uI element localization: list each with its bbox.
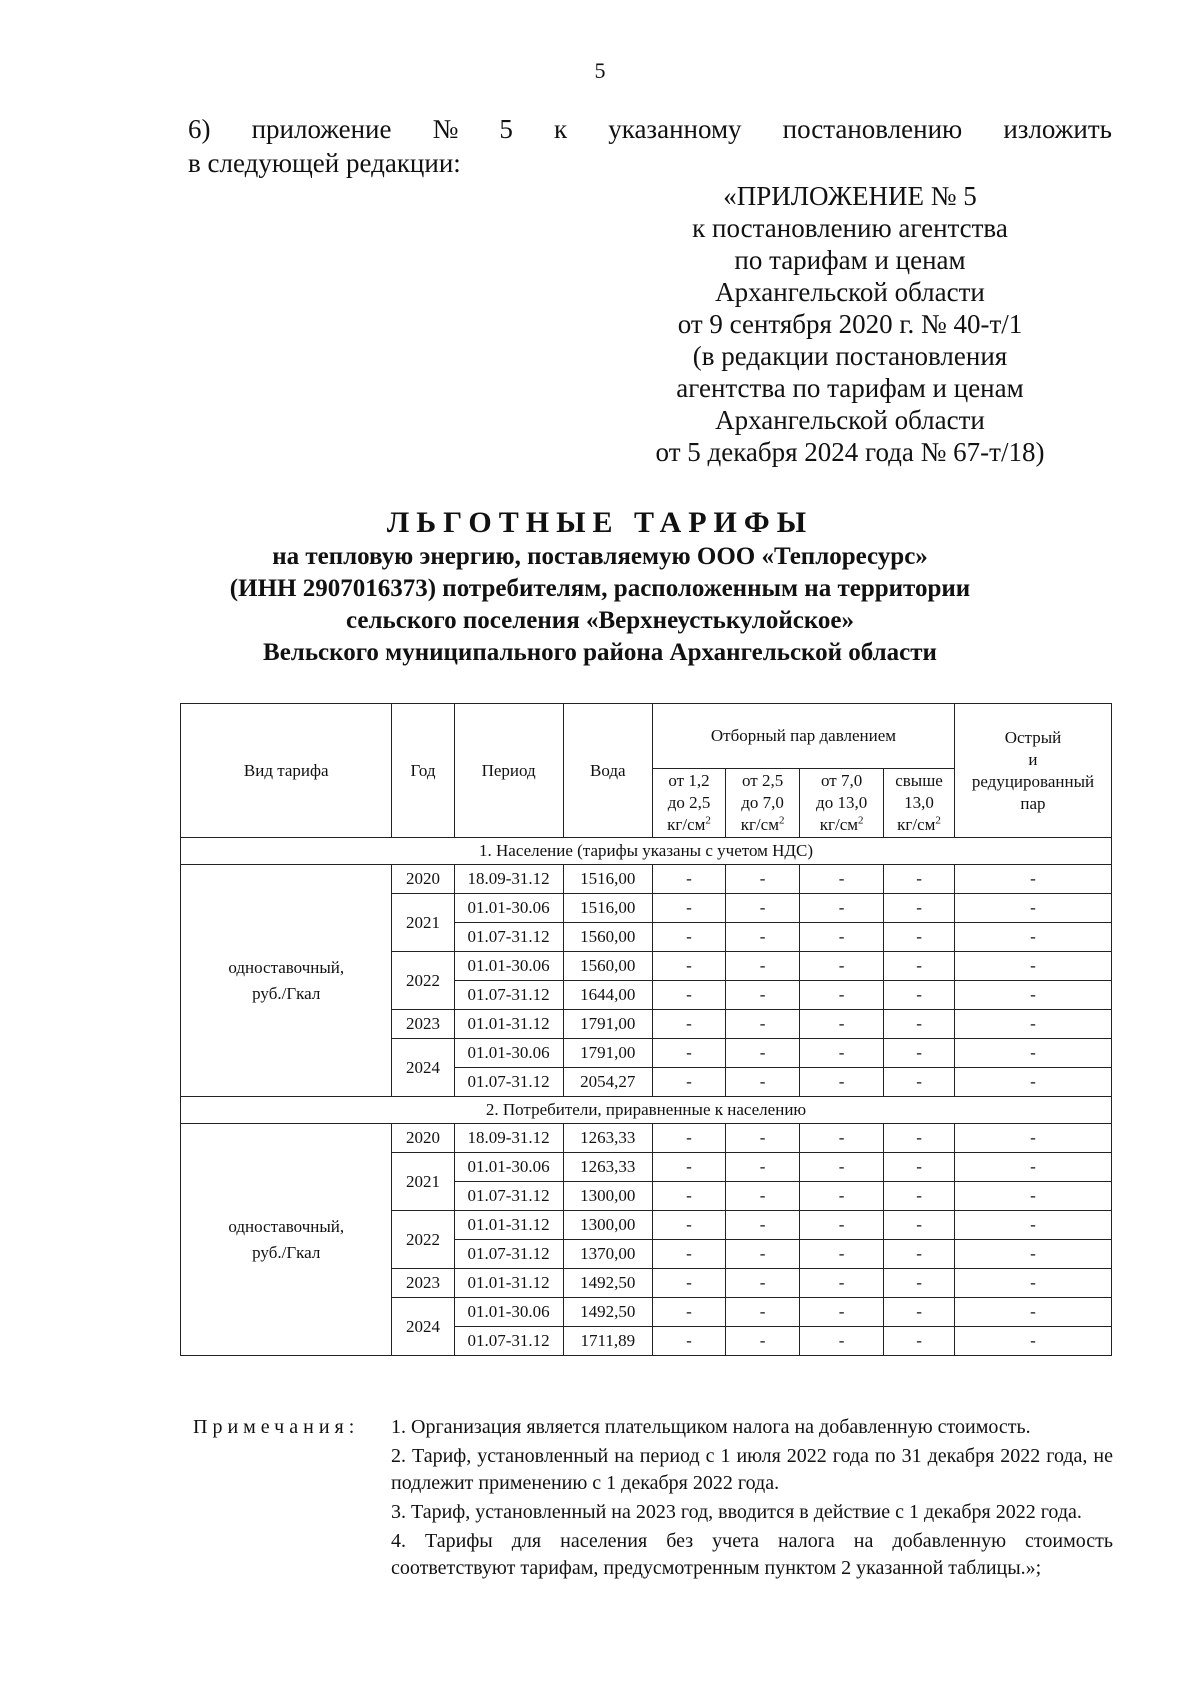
empty-value-cell: - <box>800 952 884 981</box>
empty-value-cell: - <box>954 894 1111 923</box>
year-cell: 2021 <box>392 894 454 952</box>
section-row <box>181 1097 1112 1124</box>
empty-value-cell: - <box>954 1240 1111 1269</box>
year-cell: 2022 <box>392 1211 454 1269</box>
empty-value-cell: - <box>954 1039 1111 1068</box>
water-value-cell: 1560,00 <box>563 952 652 981</box>
empty-value-cell: - <box>726 865 800 894</box>
empty-value-cell: - <box>800 1068 884 1097</box>
period-cell: 01.07-31.12 <box>454 1182 563 1211</box>
empty-value-cell: - <box>653 1240 726 1269</box>
period-cell: 01.07-31.12 <box>454 981 563 1010</box>
empty-value-cell: - <box>726 1068 800 1097</box>
empty-value-cell: - <box>726 981 800 1010</box>
period-cell: 01.01-30.06 <box>454 1298 563 1327</box>
empty-value-cell: - <box>653 1153 726 1182</box>
header-tariff-type: Вид тарифа <box>181 704 392 838</box>
empty-value-cell: - <box>800 1269 884 1298</box>
empty-value-cell: - <box>800 1240 884 1269</box>
appendix-line: (в редакции постановления <box>692 341 1008 371</box>
empty-value-cell: - <box>653 1211 726 1240</box>
empty-value-cell: - <box>954 923 1111 952</box>
empty-value-cell: - <box>884 1240 955 1269</box>
intro-word: постановлению <box>782 114 963 144</box>
water-value-cell: 1791,00 <box>563 1010 652 1039</box>
empty-value-cell: - <box>954 1327 1111 1356</box>
water-value-cell: 1263,33 <box>563 1124 652 1153</box>
water-value-cell: 1263,33 <box>563 1153 652 1182</box>
empty-value-cell: - <box>884 1039 955 1068</box>
year-cell: 2024 <box>392 1039 454 1097</box>
empty-value-cell: - <box>800 894 884 923</box>
period-cell: 01.07-31.12 <box>454 923 563 952</box>
empty-value-cell: - <box>800 1124 884 1153</box>
empty-value-cell: - <box>653 952 726 981</box>
year-cell: 2022 <box>392 952 454 1010</box>
empty-value-cell: - <box>884 1269 955 1298</box>
header-steam-group: Отборный пар давлением <box>653 704 955 769</box>
empty-value-cell: - <box>800 1327 884 1356</box>
empty-value-cell: - <box>726 1039 800 1068</box>
empty-value-cell: - <box>884 1211 955 1240</box>
title-sub-line: (ИНН 2907016373) потребителям, расположенным на территории <box>229 575 971 602</box>
empty-value-cell: - <box>726 952 800 981</box>
empty-value-cell: - <box>800 981 884 1010</box>
note-item: 3. Тариф, установленный на 2023 год, вводится в действие с 1 декабря 2022 года. <box>391 1501 1082 1523</box>
year-cell: 2020 <box>392 865 454 894</box>
water-value-cell: 1516,00 <box>563 865 652 894</box>
tariff-type-cell: одноставочный, руб./Гкал <box>181 865 392 1097</box>
section-title: 1. Население (тарифы указаны с учетом НДС) <box>181 838 1112 865</box>
intro-word: изложить <box>1003 114 1112 144</box>
empty-value-cell: - <box>726 894 800 923</box>
notes-label: Примечания: <box>193 1416 360 1438</box>
empty-value-cell: - <box>884 1068 955 1097</box>
empty-value-cell: - <box>800 1298 884 1327</box>
header-sharp-steam: Острый и редуцированный пар <box>954 704 1111 838</box>
period-cell: 01.07-31.12 <box>454 1068 563 1097</box>
period-cell: 01.01-30.06 <box>454 894 563 923</box>
title-sub-line: на тепловую энергию, поставляемую ООО «Теплоресурс» <box>272 543 928 570</box>
empty-value-cell: - <box>653 1068 726 1097</box>
empty-value-cell: - <box>884 981 955 1010</box>
intro-word: 6) <box>188 114 211 144</box>
empty-value-cell: - <box>726 1010 800 1039</box>
empty-value-cell: - <box>653 1327 726 1356</box>
empty-value-cell: - <box>800 1182 884 1211</box>
empty-value-cell: - <box>884 1153 955 1182</box>
period-cell: 01.01-30.06 <box>454 1039 563 1068</box>
title-sub-line: Вельского муниципального района Архангельской области <box>263 639 937 666</box>
appendix-line: от 5 декабря 2024 года № 67-т/18) <box>655 437 1045 467</box>
header-steam-col: от 1,2 до 2,5 $кг/см^2$ <box>653 769 726 838</box>
water-value-cell: 1516,00 <box>563 894 652 923</box>
empty-value-cell: - <box>954 1211 1111 1240</box>
header-period: Период <box>454 704 563 838</box>
empty-value-cell: - <box>954 981 1111 1010</box>
empty-value-cell: - <box>884 894 955 923</box>
empty-value-cell: - <box>653 1298 726 1327</box>
header-steam-col: от 7,0 до 13,0 $кг/см^2$ <box>800 769 884 838</box>
title-main: ЛЬГОТНЫЕ ТАРИФЫ <box>386 506 814 539</box>
period-cell: 18.09-31.12 <box>454 1124 563 1153</box>
header-year: Год <box>392 704 454 838</box>
empty-value-cell: - <box>726 1269 800 1298</box>
empty-value-cell: - <box>726 923 800 952</box>
empty-value-cell: - <box>954 1182 1111 1211</box>
title-sub-line: сельского поселения «Верхнеустькулойское» <box>345 607 854 634</box>
empty-value-cell: - <box>726 1240 800 1269</box>
empty-value-cell: - <box>884 952 955 981</box>
empty-value-cell: - <box>884 1182 955 1211</box>
water-value-cell: 1300,00 <box>563 1211 652 1240</box>
empty-value-cell: - <box>653 923 726 952</box>
empty-value-cell: - <box>800 923 884 952</box>
note-item: 1. Организация является плательщиком налога на добавленную стоимость. <box>391 1416 1031 1438</box>
intro-line-1 <box>188 112 1112 146</box>
empty-value-cell: - <box>954 1153 1111 1182</box>
year-cell: 2023 <box>392 1010 454 1039</box>
intro-paragraph <box>188 112 1112 180</box>
note-item: 2. Тариф, установленный на период с 1 июля 2022 года по 31 декабря 2022 года, не подлежит применению с 1 декабря 2022 года. <box>391 1445 1113 1494</box>
period-cell: 01.01-30.06 <box>454 952 563 981</box>
page-number: 5 <box>594 58 606 83</box>
empty-value-cell: - <box>884 923 955 952</box>
empty-value-cell: - <box>800 1153 884 1182</box>
year-cell: 2023 <box>392 1269 454 1298</box>
appendix-line: Архангельской области <box>715 405 985 435</box>
intro-word: № <box>432 114 459 144</box>
empty-value-cell: - <box>726 1124 800 1153</box>
period-cell: 01.01-31.12 <box>454 1211 563 1240</box>
water-value-cell: 1492,50 <box>563 1269 652 1298</box>
empty-value-cell: - <box>800 1211 884 1240</box>
intro-word: указанному <box>608 114 742 144</box>
appendix-line: Архангельской области <box>715 277 985 307</box>
empty-value-cell: - <box>653 1269 726 1298</box>
tariff-type-cell: одноставочный, руб./Гкал <box>181 1124 392 1356</box>
section-row <box>181 838 1112 865</box>
empty-value-cell: - <box>653 865 726 894</box>
tariff-table <box>180 703 1112 1356</box>
empty-value-cell: - <box>884 1327 955 1356</box>
appendix-header <box>600 180 1100 468</box>
intro-line-2: в следующей редакции: <box>188 148 461 178</box>
period-cell: 01.01-31.12 <box>454 1269 563 1298</box>
empty-value-cell: - <box>726 1182 800 1211</box>
empty-value-cell: - <box>954 1269 1111 1298</box>
table-row <box>181 1124 1112 1153</box>
empty-value-cell: - <box>884 1124 955 1153</box>
year-cell: 2020 <box>392 1124 454 1153</box>
period-cell: 01.07-31.12 <box>454 1327 563 1356</box>
header-steam-col: от 2,5 до 7,0 $кг/см^2$ <box>726 769 800 838</box>
period-cell: 01.01-31.12 <box>454 1010 563 1039</box>
empty-value-cell: - <box>884 1298 955 1327</box>
water-value-cell: 1492,50 <box>563 1298 652 1327</box>
empty-value-cell: - <box>800 1010 884 1039</box>
empty-value-cell: - <box>653 1010 726 1039</box>
empty-value-cell: - <box>954 865 1111 894</box>
notes-list <box>391 1414 1113 1582</box>
empty-value-cell: - <box>726 1327 800 1356</box>
water-value-cell: 1711,89 <box>563 1327 652 1356</box>
empty-value-cell: - <box>726 1153 800 1182</box>
water-value-cell: 1370,00 <box>563 1240 652 1269</box>
table-row <box>181 865 1112 894</box>
water-value-cell: 1791,00 <box>563 1039 652 1068</box>
empty-value-cell: - <box>954 1298 1111 1327</box>
water-value-cell: 1560,00 <box>563 923 652 952</box>
empty-value-cell: - <box>726 1211 800 1240</box>
empty-value-cell: - <box>884 1010 955 1039</box>
empty-value-cell: - <box>653 1039 726 1068</box>
year-cell: 2021 <box>392 1153 454 1211</box>
appendix-line: агентства по тарифам и ценам <box>676 373 1024 403</box>
section-title: 2. Потребители, приравненные к населению <box>181 1097 1112 1124</box>
empty-value-cell: - <box>653 981 726 1010</box>
empty-value-cell: - <box>653 894 726 923</box>
header-water: Вода <box>563 704 652 838</box>
empty-value-cell: - <box>884 865 955 894</box>
empty-value-cell: - <box>800 1039 884 1068</box>
intro-word: приложение <box>251 114 392 144</box>
intro-word: к <box>554 114 568 144</box>
notes <box>193 1414 1113 1584</box>
document-title <box>0 505 1200 669</box>
empty-value-cell: - <box>954 952 1111 981</box>
appendix-line: по тарифам и ценам <box>734 245 966 275</box>
water-value-cell: 2054,27 <box>563 1068 652 1097</box>
header-steam-col: свыше 13,0 $кг/см^2$ <box>884 769 955 838</box>
empty-value-cell: - <box>954 1010 1111 1039</box>
empty-value-cell: - <box>954 1068 1111 1097</box>
period-cell: 01.01-30.06 <box>454 1153 563 1182</box>
appendix-line: к постановлению агентства <box>692 213 1008 243</box>
note-item: 4. Тарифы для населения без учета налога на добавленную стоимость соответствуют тарифам, предусмотренным пунктом 2 указанной таблицы.»; <box>391 1530 1113 1579</box>
year-cell: 2024 <box>392 1298 454 1356</box>
period-cell: 01.07-31.12 <box>454 1240 563 1269</box>
title-subtitle <box>0 541 1200 669</box>
period-cell: 18.09-31.12 <box>454 865 563 894</box>
empty-value-cell: - <box>800 865 884 894</box>
empty-value-cell: - <box>726 1298 800 1327</box>
empty-value-cell: - <box>653 1182 726 1211</box>
appendix-line: «ПРИЛОЖЕНИЕ № 5 <box>723 181 977 211</box>
empty-value-cell: - <box>653 1124 726 1153</box>
water-value-cell: 1300,00 <box>563 1182 652 1211</box>
appendix-line: от 9 сентября 2020 г. № 40-т/1 <box>677 309 1023 339</box>
empty-value-cell: - <box>954 1124 1111 1153</box>
water-value-cell: 1644,00 <box>563 981 652 1010</box>
intro-word: 5 <box>499 114 513 144</box>
